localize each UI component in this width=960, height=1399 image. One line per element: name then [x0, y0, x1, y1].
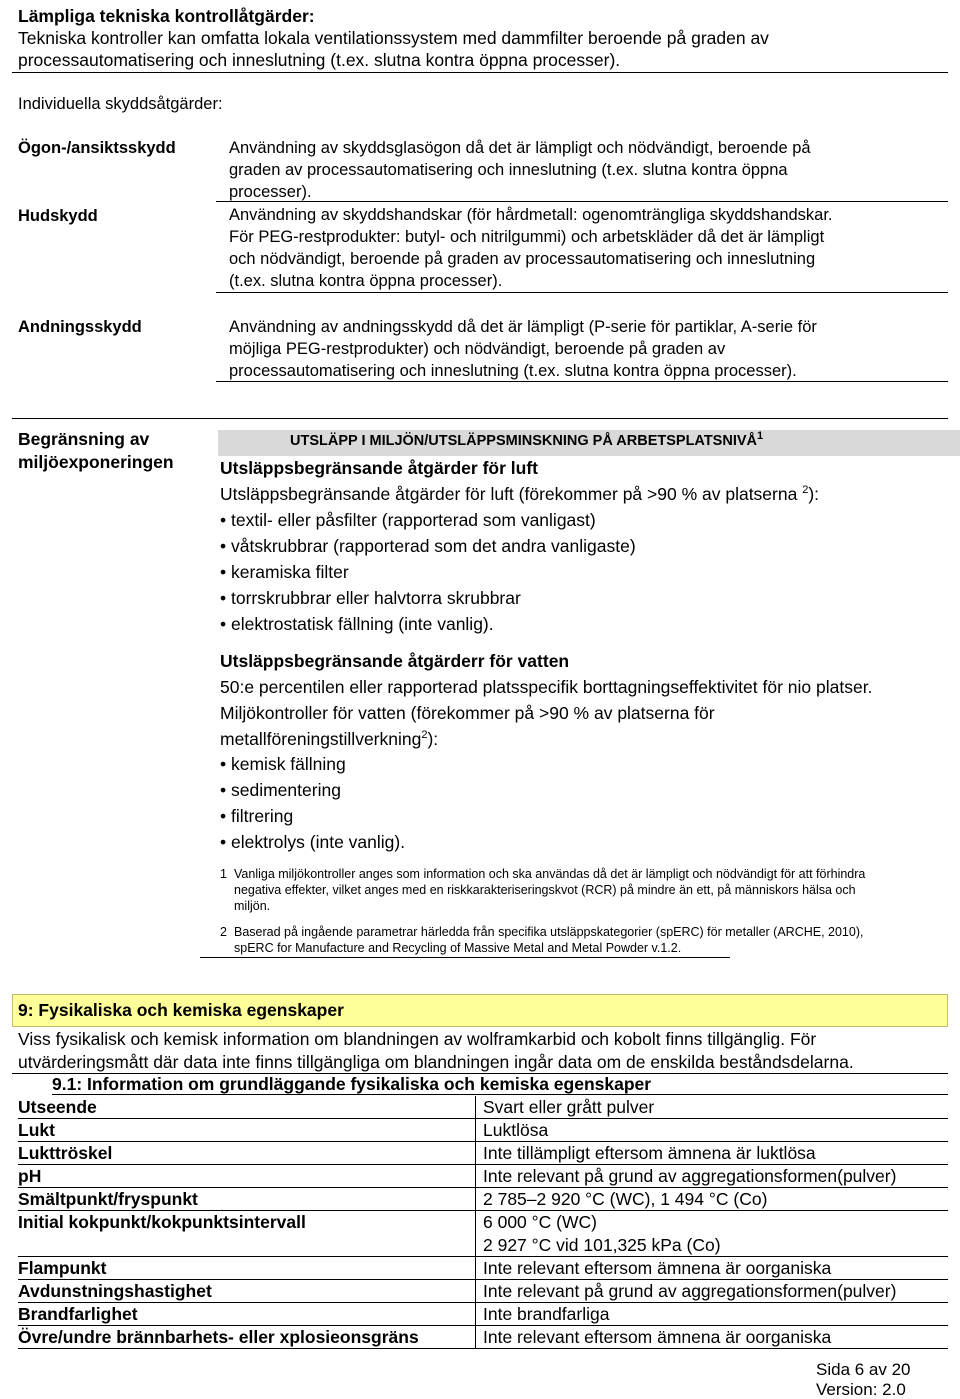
air-measures-list [220, 507, 636, 637]
property-name: Lukt [18, 1120, 55, 1140]
property-name: Flampunkt [18, 1258, 107, 1278]
row-text: Användning av andningsskydd då det är lämpligt (P-serie för partiklar, A-serie för [229, 318, 817, 336]
table-row [18, 1257, 948, 1280]
row-text: processautomatisering och inneslutning (t.ex. slutna kontra öppna processer). [229, 362, 797, 380]
list-item: • elektrostatisk fällning (inte vanlig). [220, 611, 636, 637]
list-item: • våtskrubbrar (rapporterad som det andra vanligaste) [220, 533, 636, 559]
property-name: pH [18, 1166, 42, 1186]
table-row [18, 1326, 948, 1349]
footnote-1-number: 1 [220, 867, 227, 881]
table-row [18, 1142, 948, 1165]
row-text: möjliga PEG-restprodukter) och nödvändigt, beroende på graden av [229, 340, 726, 358]
env-label-line-2: miljöexponeringen [18, 452, 174, 472]
property-name: Avdunstningshastighet [18, 1281, 212, 1301]
property-name: Övre/undre brännbarhets- eller xplosieonsgräns [18, 1327, 419, 1347]
footnote-marker: 2 [802, 484, 809, 497]
property-value: 2 785–2 920 °C (WC), 1 494 °C (Co) [483, 1189, 768, 1209]
divider [216, 381, 948, 382]
water-line-2: Miljökontroller för vatten (förekommer på >90 % av platserna för [220, 703, 715, 723]
footnote-2-line: Baserad på ingående parametrar härledda från specifika utsläppskategorier (spERC) för metaller (ARCHE, 2010), [234, 925, 864, 939]
divider [12, 72, 948, 73]
air-intro: Utsläppsbegränsande åtgärder för luft (förekommer på >90 % av platserna $^2$): [220, 484, 820, 504]
property-value: Inte relevant eftersom ämnena är oorganiska [483, 1258, 832, 1278]
table-row [18, 1280, 948, 1303]
footnote-2-number: 2 [220, 925, 227, 939]
property-value: Inte relevant eftersom ämnena är oorganiska [483, 1327, 832, 1347]
list-item: • textil- eller påsfilter (rapporterad som vanligast) [220, 507, 636, 533]
property-value: Inte brandfarliga [483, 1304, 610, 1324]
section-9-title: 9: Fysikaliska och kemiska egenskaper [18, 1000, 344, 1020]
section-9-intro-line-2: utvärderingsmått där data inte finns tillgängliga om blandningen ingår data om de enskilda beståndsdelarna. [18, 1052, 854, 1072]
row-text: Användning av skyddshandskar (för hårdmetall: ogenomträngliga skyddshandskar. [229, 206, 833, 224]
property-name: Brandfarlighet [18, 1304, 138, 1324]
table-row [18, 1303, 948, 1326]
list-item: • elektrolys (inte vanlig). [220, 829, 405, 855]
row-text: Användning av skyddsglasögon då det är lämpligt och nödvändigt, beroende på [229, 139, 811, 157]
water-measures-list [220, 751, 405, 855]
water-line-3: metallföreningstillverkning$^2$): [220, 729, 439, 749]
air-heading: Utsläppsbegränsande åtgärder för luft [220, 458, 538, 478]
individual-heading: Individuella skyddsåtgärder: [18, 95, 223, 113]
property-name: Initial kokpunkt/kokpunktsintervall [18, 1212, 306, 1232]
property-value: Inte relevant på grund av aggregationsformen(pulver) [483, 1281, 897, 1301]
divider [12, 418, 948, 419]
property-value: Inte relevant på grund av aggregationsformen(pulver) [483, 1166, 897, 1186]
controls-line-1: Tekniska kontroller kan omfatta lokala ventilationssystem med dammfilter beroende på graden av [18, 28, 769, 48]
row-text: processer). [229, 183, 312, 201]
list-item: • kemisk fällning [220, 751, 405, 777]
section-9-subheading: 9.1: Information om grundläggande fysikaliska och kemiska egenskaper [52, 1074, 652, 1094]
property-value: Svart eller grått pulver [483, 1097, 655, 1117]
property-value: Luktlösa [483, 1120, 549, 1140]
table-row [18, 1119, 948, 1142]
footnote-marker: 2 [421, 729, 428, 742]
property-value: 6 000 °C (WC) [483, 1212, 597, 1232]
divider [52, 1094, 948, 1095]
table-row [18, 1096, 948, 1119]
divider [216, 201, 948, 202]
list-item: • sedimentering [220, 777, 405, 803]
divider [216, 292, 948, 293]
controls-heading: Lämpliga tekniska kontrollåtgärder: [18, 6, 315, 26]
table-row [18, 1165, 948, 1188]
section-9-intro-line-1: Viss fysikalisk och kemisk information om blandningen av wolframkarbid och kobolt finns tillgänglig. För [18, 1029, 817, 1049]
row-text: och nödvändigt, beroende på graden av processautomatisering och inneslutning [229, 250, 816, 268]
row-text: graden av processautomatisering och inneslutning (t.ex. slutna kontra öppna [229, 161, 788, 179]
property-name: Utseende [18, 1097, 97, 1117]
env-banner-title: UTSLÄPP I MILJÖN/UTSLÄPPSMINSKNING PÅ ARBETSPLATSNIVÅ$^1$ [290, 430, 764, 449]
property-value: 2 927 °C vid 101,325 kPa (Co) [483, 1235, 721, 1255]
row-text: (t.ex. slutna kontra öppna processer). [229, 272, 503, 290]
footnote-1-line: miljön. [234, 899, 271, 913]
property-value: Inte tillämpligt eftersom ämnena är luktlösa [483, 1143, 816, 1163]
property-name: Lukttröskel [18, 1143, 113, 1163]
page-number: Sida 6 av 20 [816, 1360, 911, 1379]
footnote-1-line: negativa effekter, vilket anges med en riskkarakteriseringskvot (RCR) på mindre än ett, på människors hälsa och [234, 883, 856, 897]
footnote-1-line: Vanliga miljökontroller anges som information och ska användas då det är lämpligt och nödvändigt för att förhindra [234, 867, 866, 881]
water-heading: Utsläppsbegränsande åtgärderr för vatten [220, 651, 570, 671]
version: Version: 2.0 [816, 1380, 906, 1399]
table-row [18, 1211, 948, 1257]
list-item: • filtrering [220, 803, 405, 829]
list-item: • keramiska filter [220, 559, 636, 585]
row-label-skin: Hudskydd [18, 207, 98, 225]
footnote-marker: 1 [757, 430, 764, 443]
property-name: Smältpunkt/fryspunkt [18, 1189, 198, 1209]
footnote-2-line: spERC for Manufacture and Recycling of Massive Metal and Metal Powder v.1.2. [234, 941, 682, 955]
row-label-respiratory: Andningsskydd [18, 318, 142, 336]
env-label-line-1: Begränsning av [18, 429, 150, 449]
row-text: För PEG-restprodukter: butyl- och nitrilgummi) och arbetskläder då det är lämpligt [229, 228, 825, 246]
controls-line-2: processautomatisering och inneslutning (t.ex. slutna kontra öppna processer). [18, 50, 621, 70]
water-line-1: 50:e percentilen eller rapporterad platsspecifik borttagningseffektivitet för nio platser. [220, 677, 873, 697]
list-item: • torrskrubbrar eller halvtorra skrubbrar [220, 585, 636, 611]
row-label-eye: Ögon-/ansiktsskydd [18, 139, 176, 157]
divider [200, 957, 730, 958]
table-row [18, 1188, 948, 1211]
